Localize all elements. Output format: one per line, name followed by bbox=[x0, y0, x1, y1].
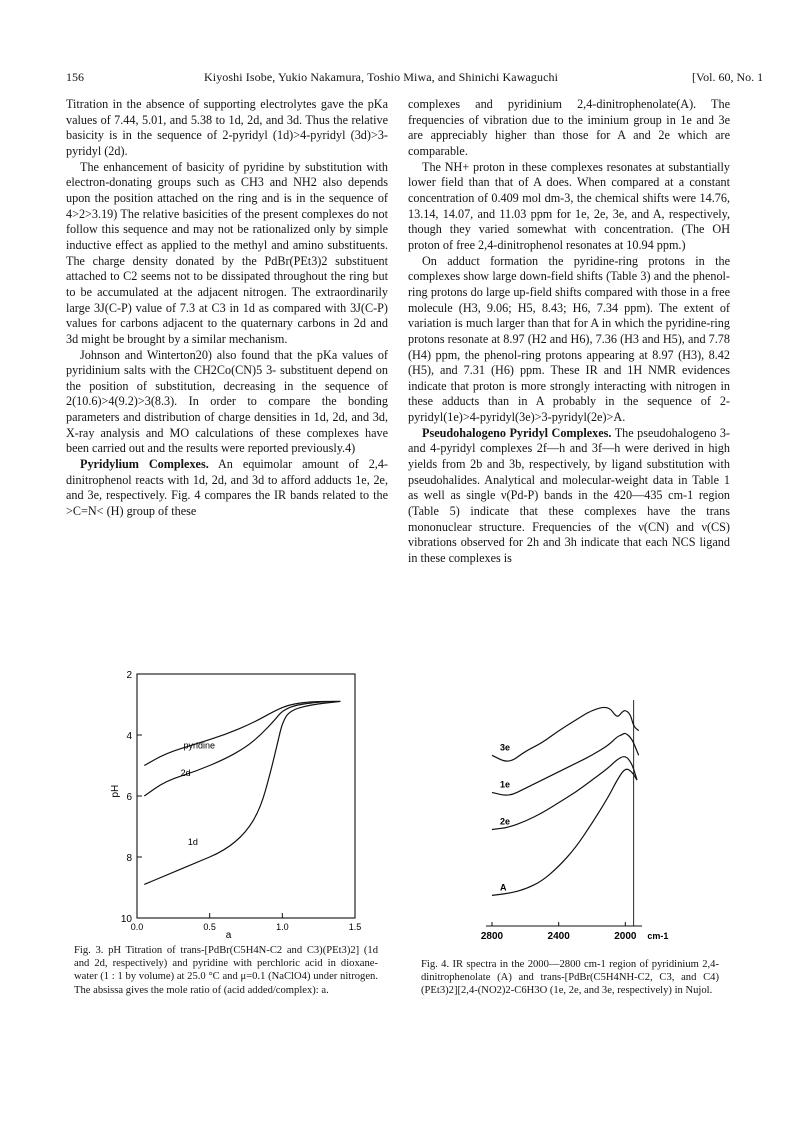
series-label-pyridine: pyridine bbox=[183, 740, 216, 751]
x-tick-label: 0.5 bbox=[203, 922, 216, 932]
spectrum-label-1e: 1e bbox=[500, 779, 511, 790]
y-axis-label: pH bbox=[110, 784, 121, 798]
series-label-2d: 2d bbox=[180, 768, 191, 779]
series-line-pyridine bbox=[144, 701, 340, 765]
spectrum-label-2e: 2e bbox=[500, 816, 511, 827]
series-label-1d: 1d bbox=[187, 836, 198, 847]
y-tick-label: 8 bbox=[126, 853, 132, 864]
paragraph: The enhancement of basicity of pyridine by substitution with electron-donating groups such as CH3 and NH2 also depends upon the position attached on the ring and is in the sequence of 4>2>3.19) The relative basicities of the present complexes do not follow this sequence and may not be rationalized only by simple inductive effect as applied to the methyl and amino substituents. The charge density donated by the PdBr(PEt3)2 substituent attached to C2 seems not to be dissipated throughout the ring but to be accumulated at the adjacent nitrogen. The extraordinarily large 3J(C-P) value of 7.3 at C3 in 1d as compared with 3J(C-P) values for carbons adjacent to the quaternary carbons in 2d and 3d might be brought by a similar mechanism. bbox=[66, 159, 388, 346]
spectrum-label-3e: 3e bbox=[500, 742, 511, 753]
y-tick-label: 2 bbox=[126, 670, 132, 681]
left-column bbox=[66, 97, 388, 520]
paragraph-text: group of these bbox=[126, 504, 197, 519]
figure4-caption-lead: Fig. 4. bbox=[421, 959, 450, 970]
spectrum-label-A: A bbox=[500, 882, 507, 893]
paragraph: The NH+ proton in these complexes resonates at substantially lower field than that of A does. When compared at a constant concentration of 0.409 mol dm-3, the chemical shifts were 14.76, 13.14, 14.07, and 11.03 ppm for 1e, 2e, 3e, and A, respectively, though they varied somewhat with concentration. (The OH proton of free 2,4-dinitrophenol resonates at 10.94 ppm.) bbox=[408, 159, 730, 252]
paragraph: Johnson and Winterton20) also found that the pKa values of pyridinium salts with the CH2Co(CN)5 3- substituent depend on the position of substitution, decreasing in the sequence of 2(10.6)>4(9.2)>3(8.3). In order to compare the bonding parameters and distribution of charge densities in 1d, 2d, and 3d, X-ray analysis and MO calculations of these complexes have been carried out and the results were reported previously.4) bbox=[66, 347, 388, 456]
page-number: 156 bbox=[66, 70, 84, 84]
figure4-caption bbox=[421, 958, 719, 998]
figure4-chart bbox=[462, 690, 669, 948]
section-heading: Pyridylium Complexes. bbox=[80, 457, 209, 472]
x-unit-label: cm-1 bbox=[647, 931, 669, 941]
x-tick-label: 2800 bbox=[480, 931, 504, 942]
figure3-caption bbox=[74, 944, 378, 997]
spectrum-line-2e bbox=[492, 757, 637, 830]
paragraph: Titration in the absence of supporting electrolytes gave the pKa values of 7.44, 5.01, and 5.38 to 1d, 2d, and 3d. Thus the relative basicity is in the sequence of 2-pyridyl (1d)>4-pyridyl (3d)>3-pyridyl (2d). bbox=[66, 97, 388, 158]
figure4-caption-text: IR spectra in the 2000—2800 cm-1 region of pyridinium 2,4-dinitrophenolate (A) and trans-[PdBr(C5H4NH-C2, C3, and C4)(PEt3)2][2,4-(NO2)2-C6H3O (1e, 2e, and 3e, respectively) in Nujol. bbox=[421, 959, 719, 997]
y-tick-label: 4 bbox=[126, 731, 132, 742]
paragraph-text: The pseudohalogeno 3- and 4-pyridyl complexes 2f—h and 3f—h were derived in high yields from 2b and 3b, respectively, by ligand substitution with pseudohalides. Analytical and molecular-weight data in Table 1 as well as single ν(Pd-P) bands in the 420—435 cm-1 region (Table 5) indicate that these complexes have the trans mononuclear structure. Frequencies of the ν(CN) and ν(CS) vibrations observed for 2h and 3h indicate that each NCS ligand in these complexes is bbox=[408, 425, 730, 566]
paragraph: On adduct formation the pyridine-ring protons in the complexes show large down-field shifts (Table 3) and the phenol-ring protons do large up-field shifts compared with those in a free molecule (H3, 9.06; H5, 8.43; H6, 7.34 ppm). The extent of variation is much larger than that for A in which the pyridine-ring protons resonate at 8.97 (H2 and H6), 7.36 (H3 and H5), and 7.78 (H4) ppm, the phenol-ring protons appearing at 8.97 (H3), 8.42 (H5), and 7.31 (H6) ppm. These IR and 1H NMR evidences indicate that proton is more strongly interacting with nitrogen in these adducts than in A probably in the sequence of 2-pyridyl(1e)>4-pyridyl(3e)>3-pyridyl(2e)>A. bbox=[408, 253, 730, 425]
y-tick-label: 6 bbox=[126, 792, 132, 803]
iminium-group-formula: >C=N< (H) bbox=[66, 504, 124, 519]
x-tick-label: 2000 bbox=[614, 931, 637, 942]
x-tick-label: 2400 bbox=[547, 931, 570, 942]
spectrum-line-1e bbox=[492, 733, 639, 795]
plot-frame bbox=[137, 674, 355, 918]
paragraph bbox=[408, 426, 730, 567]
series-line-2d bbox=[144, 701, 340, 796]
x-tick-label: 0.0 bbox=[130, 922, 144, 932]
section-heading: Pseudohalogeno Pyridyl Complexes. bbox=[422, 425, 612, 440]
spectrum-line-3e bbox=[492, 707, 639, 761]
series-line-1d bbox=[144, 701, 340, 884]
figure3-chart bbox=[100, 662, 362, 941]
figure3-caption-lead: Fig. 3. bbox=[74, 945, 104, 956]
paragraph: complexes and pyridinium 2,4-dinitrophenolate(A). The frequencies of vibration due to the iminium group in 1e and 3e are appreciably higher than those for A and 2e which are comparable. bbox=[408, 97, 730, 158]
paragraph-text: An equimolar amount of 2,4-dinitrophenol reacts with 1d, 2d, and 3d to afford adducts 1e, 2e, and 3e, respectively. Fig. 4 compares the IR bands related to the bbox=[66, 457, 388, 503]
x-tick-label: 1.0 bbox=[276, 922, 289, 932]
x-tick-label: 1.5 bbox=[348, 922, 362, 932]
running-header-authors: Kiyoshi Isobe, Yukio Nakamura, Toshio Miwa, and Shinichi Kawaguchi bbox=[204, 70, 559, 84]
figure4-plot bbox=[481, 700, 668, 942]
figure3-caption-text: pH Titration of trans-[PdBr(C5H4N-C2 and C3)(PEt3)2] (1d and 2d, respectively) and pyridine with perchloric acid in dioxane-water (1 : 1 by volume) at 25.0 °C and μ=0.1 (NaClO4) under nitrogen. The absissa gives the mole ratio of (acid added/complex): a. bbox=[74, 945, 378, 996]
paragraph bbox=[66, 457, 388, 520]
right-column bbox=[408, 97, 730, 567]
spectrum-line-A bbox=[492, 769, 637, 895]
y-tick-label: 10 bbox=[120, 914, 132, 925]
figure3-plot bbox=[110, 670, 361, 941]
x-axis-label: a bbox=[225, 930, 232, 941]
running-header-volume: [Vol. 60, No. 1 bbox=[692, 70, 764, 84]
